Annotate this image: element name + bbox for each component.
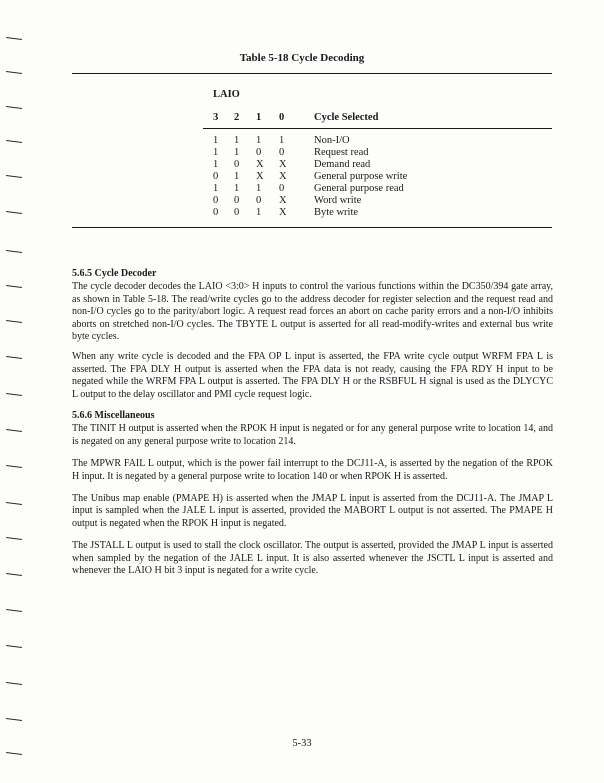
paragraph: The TINIT H output is asserted when the RPOK H input is negated or for any general purpose write to location 14, and is negated on any general purpose write to location 214. — [72, 423, 553, 447]
margin-tick — [6, 502, 22, 505]
table-cell: 1 — [213, 147, 219, 158]
margin-tick — [6, 752, 22, 755]
margin-tick — [6, 37, 22, 40]
section-miscellaneous — [72, 410, 553, 577]
table-cell: Non-I/O — [314, 135, 350, 146]
section-heading: 5.6.6 Miscellaneous — [72, 410, 155, 421]
paragraph: The JSTALL L output is used to stall the clock oscillator. The output is asserted, provided the JMAP L input is asserted when sampled by the negation of the JALE L input. It is also asserted whenever the JSCTL L input is asserted and whenever the LAIO H bit 3 input is negated for a write cycle. — [72, 540, 553, 577]
table-title: Table 5-18 Cycle Decoding — [239, 52, 365, 64]
margin-tick — [6, 106, 22, 109]
margin-tick — [6, 429, 22, 432]
table-cell: Byte write — [314, 207, 359, 218]
paragraph: The MPWR FAIL L output, which is the power fail interrupt to the DCJ11-A, is asserted by the negation of the RPOK H input. It is negated by a general purpose write to location 140 or when RPOK H is asserted. — [72, 458, 553, 482]
section-cycle-decoder — [72, 268, 553, 401]
table-cell: X — [256, 159, 264, 170]
table-cell: 1 — [234, 147, 240, 158]
section-heading: 5.6.5 Cycle Decoder — [72, 268, 157, 279]
margin-tick — [6, 645, 22, 648]
cycle-header: Cycle Selected — [314, 112, 379, 123]
margin-tick — [6, 465, 22, 468]
margin-tick — [6, 140, 22, 143]
margin-tick — [6, 211, 22, 214]
table-cell: 0 — [279, 183, 285, 194]
paragraph: The Unibus map enable (PMAPE H) is asserted when the JMAP L input is asserted from the DCJ11-A. The JMAP L input is sampled when the JALE L input is asserted, provided the MABORT L output is not asserted. The PMAPE H output is negated when the RPOK H input is negated. — [72, 493, 553, 529]
page-number: 5-33 — [292, 738, 312, 749]
table-cell: 1 — [234, 135, 240, 146]
table-cell: 0 — [213, 195, 219, 206]
table-cell: 1 — [234, 183, 240, 194]
table-cell: General purpose read — [314, 183, 404, 194]
paragraph: The cycle decoder decodes the LAIO <3:0> H inputs to control the various functions within the DC350/394 gate array, as shown in Table 5-18. The read/write cycles go to the address decoder for register selection and the request read and non-I/O cycles go to the parity/abort logic. A request read forces an abort on cache parity errors and a non-I/O inhibits aborts on stretched non-I/O cycles. The TBYTE L output is asserted for all read-modify-writes and external bus write byte cycles. — [72, 281, 553, 343]
table-cell: 0 — [234, 195, 240, 206]
margin-tick — [6, 393, 22, 396]
margin-tick — [6, 356, 22, 359]
table-cell: X — [256, 171, 264, 182]
table-cell: 1 — [256, 135, 262, 146]
table-cell: 1 — [234, 171, 240, 182]
table-cell: 1 — [256, 183, 262, 194]
table-cell: 1 — [213, 159, 219, 170]
margin-tick — [6, 71, 22, 74]
table-cell: 1 — [256, 207, 262, 218]
table-cell: Demand read — [314, 159, 371, 170]
margin-tick — [6, 285, 22, 288]
margin-tick — [6, 718, 22, 721]
table-cell: 0 — [234, 159, 240, 170]
bit-header-3: 3 — [213, 112, 219, 123]
table-cell: 1 — [279, 135, 285, 146]
table-cell: 0 — [279, 147, 285, 158]
paragraph: When any write cycle is decoded and the FPA OP L input is asserted, the FPA write cycle output WRFM FPA L is asserted. The FPA DLY H output is asserted when the FPA data is not ready, causing the FPA RDY H input to be negated while the WRFM FPA L output is asserted. The FPA DLY H or the RSBFUL H signal is used as the DLYCYC L output to the delay oscillator and PMI cycle request logic. — [72, 351, 553, 400]
table-cell: 1 — [213, 135, 219, 146]
margin-tick — [6, 250, 22, 253]
margin-tick — [6, 537, 22, 540]
table-cell: Word write — [314, 195, 362, 206]
table-cell: 0 — [256, 195, 262, 206]
margin-tick — [6, 320, 22, 323]
table-cell: X — [279, 207, 287, 218]
bit-header-1: 1 — [256, 112, 262, 123]
table-cell: General purpose write — [314, 171, 408, 182]
table-cell: X — [279, 195, 287, 206]
table-cell: X — [279, 159, 287, 170]
bit-header-2: 2 — [234, 112, 240, 123]
table-top-rule — [72, 73, 552, 74]
table-cell: X — [279, 171, 287, 182]
table-cell: 0 — [234, 207, 240, 218]
margin-tick — [6, 573, 22, 576]
margin-tick — [6, 609, 22, 612]
bit-header-0: 0 — [279, 112, 285, 123]
margin-tick — [6, 175, 22, 178]
table-cell: 0 — [213, 207, 219, 218]
table-cell: 0 — [213, 171, 219, 182]
margin-tick — [6, 682, 22, 685]
table-cell: Request read — [314, 147, 369, 158]
table-cell: 1 — [213, 183, 219, 194]
laio-group-label: LAIO — [213, 89, 240, 100]
table-cell: 0 — [256, 147, 262, 158]
table-bottom-rule — [72, 227, 552, 228]
table-header-rule — [203, 128, 552, 129]
